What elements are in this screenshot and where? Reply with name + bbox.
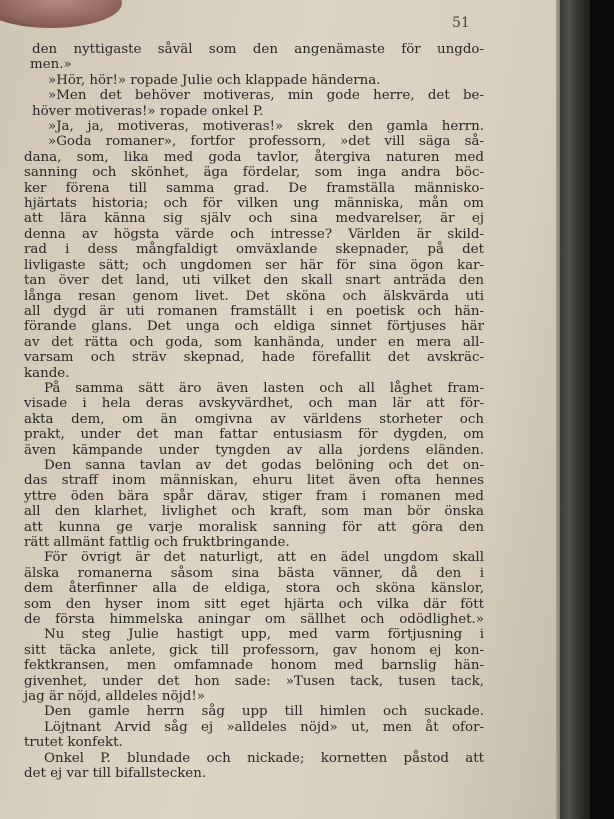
text-line: »Men det behöver motiveras, min gode herre, det be- xyxy=(48,88,484,104)
text-line: hjärtats historia; och för vilken ung människa, mån om xyxy=(24,196,484,212)
text-line: långa resan genom livet. Det sköna och älskvärda uti xyxy=(24,288,484,304)
text-line: tan över det land, uti vilket den skall snart anträda den xyxy=(24,273,484,289)
text-line: ker förena till samma grad. De framställa människo- xyxy=(24,180,484,196)
text-line: all den klarhet, livlighet och kraft, som man bör önska xyxy=(24,504,484,520)
background xyxy=(590,0,614,819)
text-line: prakt, under det man fattar entusiasm för dygden, om xyxy=(24,427,484,443)
text-line: höver motiveras!» ropade onkel P. xyxy=(32,103,264,119)
text-line: all dygd är uti romanen framställt i en poetisk och hän- xyxy=(24,303,484,319)
text-line: av det rätta och goda, som kanhända, under en mera all- xyxy=(24,334,484,350)
thumb-fingertip xyxy=(0,0,122,28)
text-line: Nu steg Julie hastigt upp, med varm förtjusning i xyxy=(44,627,484,643)
text-line: yttre öden bära spår därav, stiger fram i romanen med xyxy=(24,488,484,504)
text-line: »Hör, hör!» ropade Julie och klappade händerna. xyxy=(48,72,381,88)
text-line: jag är nöjd, alldeles nöjd!» xyxy=(24,689,205,705)
text-line: Löjtnant Arvid såg ej »alldeles nöjd» ut, men åt ofor- xyxy=(44,719,484,735)
text-line: sitt täcka anlete, gick till professorn, gav honom ej kon- xyxy=(24,642,484,658)
text-line: rad i dess mångfaldigt omväxlande skepnader, på det xyxy=(24,242,484,258)
text-line: varsam och sträv skepnad, hade förefallit det avskräc- xyxy=(24,350,484,366)
text-line: dem återfinner alla de eldiga, stora och sköna känslor, xyxy=(24,581,484,597)
text-line: kande. xyxy=(24,365,70,381)
text-line: Den gamle herrn såg upp till himlen och suckade. xyxy=(44,704,484,720)
text-line: att kunna ge varje moralisk sanning för att göra den xyxy=(24,519,484,535)
text-line: trutet konfekt. xyxy=(24,735,123,751)
body-text xyxy=(24,42,484,782)
text-line: denna av högsta värde och intresse? Världen är skild- xyxy=(24,226,484,242)
text-line: som den hyser inom sitt eget hjärta och vilka där fött xyxy=(24,596,484,612)
text-line: På samma sätt äro även lasten och all låghet fram- xyxy=(44,380,484,396)
text-line: älska romanerna såsom sina bästa vänner, då den i xyxy=(24,565,484,581)
text-line: att lära känna sig själv och sina medvarelser, är ej xyxy=(24,211,484,227)
text-line: Den sanna tavlan av det godas belöning och det on- xyxy=(44,457,484,473)
text-line: akta dem, om än omgivna av världens storheter och xyxy=(24,411,484,427)
text-line: livligaste sätt; och ungdomen ser här för sina ögon kar- xyxy=(24,257,484,273)
text-line: visade i hela deras avskyvärdhet, och man lär att för- xyxy=(24,396,484,412)
text-line: givenhet, under det hon sade: »Tusen tack, tusen tack, xyxy=(24,673,484,689)
text-line: »Goda romaner», fortfor professorn, »det vill säga så- xyxy=(48,134,484,150)
text-line: men.» xyxy=(30,57,72,73)
text-line: förande glans. Det unga och eldiga sinnet förtjuses här xyxy=(24,319,484,335)
text-line: sanning och skönhet, äga fördelar, som inga andra böc- xyxy=(24,165,484,181)
page-number: 51 xyxy=(452,15,470,31)
book-spine xyxy=(560,0,590,819)
text-line: de första himmelska aningar om sällhet och odödlighet.» xyxy=(24,612,484,628)
text-line: även kämpande under tyngden av alla jordens eländen. xyxy=(24,442,484,458)
text-line: dana, som, lika med goda tavlor, återgiva naturen med xyxy=(24,149,484,165)
text-line: rätt allmänt fattlig och fruktbringande. xyxy=(24,535,290,550)
text-line: »Ja, ja, motiveras, motiveras!» skrek den gamla herrn. xyxy=(48,119,484,135)
text-line: det ej var till bifallstecken. xyxy=(24,766,207,782)
text-line: För övrigt är det naturligt, att en ädel ungdom skall xyxy=(44,550,484,566)
text-line: Onkel P. blundade och nickade; kornetten påstod att xyxy=(44,750,484,766)
text-line: fektkransen, men omfamnade honom med barnslig hän- xyxy=(24,658,484,674)
text-line: den nyttigaste såväl som den angenämaste för ungdo- xyxy=(32,42,484,57)
text-line: das straff inom människan, ehuru litet även ofta hennes xyxy=(24,473,484,489)
